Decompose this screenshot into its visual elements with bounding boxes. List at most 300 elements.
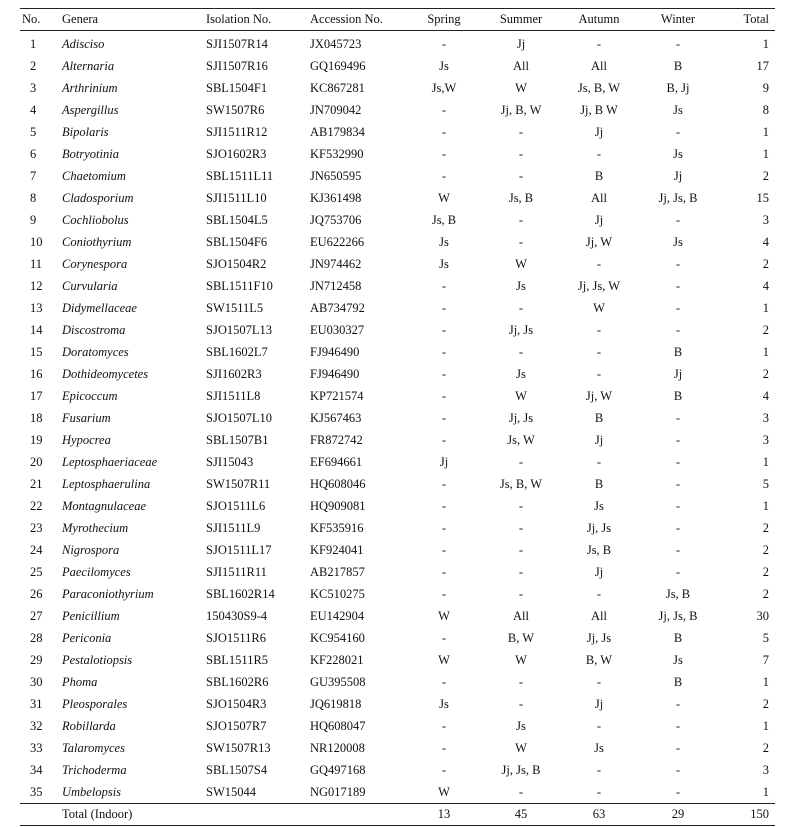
cell-winter: - bbox=[675, 212, 681, 227]
cell-autumn: B, W bbox=[585, 652, 613, 667]
cell-winter: B bbox=[673, 344, 683, 359]
table-row bbox=[20, 187, 775, 209]
header-genera: Genera bbox=[54, 9, 202, 31]
cell-isolation: SBL1504L5 bbox=[206, 212, 268, 227]
cell-isolation: SBL1511F10 bbox=[206, 278, 273, 293]
cell-autumn: Js bbox=[594, 740, 604, 755]
cell-no: 4 bbox=[30, 102, 37, 117]
cell-isolation: SBL1504F6 bbox=[206, 234, 268, 249]
cell-genus bbox=[54, 253, 202, 275]
table-row bbox=[20, 429, 775, 451]
genus-name: Montagnulaceae bbox=[62, 498, 147, 513]
cell-genus bbox=[54, 737, 202, 759]
cell-genus bbox=[54, 297, 202, 319]
cell-accession: KC954160 bbox=[310, 630, 365, 645]
cell-no: 33 bbox=[30, 740, 43, 755]
cell-no: 18 bbox=[30, 410, 43, 425]
cell-accession: KF532990 bbox=[310, 146, 364, 161]
footer-winter: 29 bbox=[634, 804, 722, 826]
cell-isolation: SJI15043 bbox=[206, 454, 254, 469]
cell-genus bbox=[54, 143, 202, 165]
cell-total: 4 bbox=[762, 234, 769, 249]
fungi-genera-table bbox=[20, 8, 775, 826]
table-row bbox=[20, 275, 775, 297]
header-no: No. bbox=[20, 9, 54, 31]
cell-autumn: Jj, Js, W bbox=[577, 278, 621, 293]
table-row bbox=[20, 363, 775, 385]
cell-summer: Jj, Js, B bbox=[501, 762, 541, 777]
cell-winter: Js bbox=[673, 102, 683, 117]
cell-winter: Js bbox=[673, 234, 683, 249]
cell-winter: Js bbox=[673, 146, 683, 161]
cell-no: 32 bbox=[30, 718, 43, 733]
cell-accession: GU395508 bbox=[310, 674, 366, 689]
cell-total: 15 bbox=[756, 190, 769, 205]
cell-genus bbox=[54, 231, 202, 253]
table-row bbox=[20, 143, 775, 165]
cell-no: 5 bbox=[30, 124, 37, 139]
cell-accession: EU622266 bbox=[310, 234, 365, 249]
table-row bbox=[20, 781, 775, 804]
cell-genus bbox=[54, 605, 202, 627]
cell-spring: - bbox=[441, 762, 447, 777]
cell-no: 14 bbox=[30, 322, 43, 337]
cell-winter: - bbox=[675, 322, 681, 337]
cell-total: 1 bbox=[762, 146, 769, 161]
cell-genus bbox=[54, 781, 202, 804]
cell-accession: JX045723 bbox=[310, 36, 362, 51]
cell-autumn: - bbox=[596, 146, 602, 161]
cell-genus bbox=[54, 319, 202, 341]
cell-genus bbox=[54, 407, 202, 429]
cell-autumn: B bbox=[594, 410, 604, 425]
cell-total: 2 bbox=[762, 322, 769, 337]
table-row bbox=[20, 561, 775, 583]
cell-genus bbox=[54, 627, 202, 649]
cell-autumn: All bbox=[591, 190, 607, 205]
cell-accession: KF924041 bbox=[310, 542, 364, 557]
cell-total: 5 bbox=[762, 476, 769, 491]
header-winter: Winter bbox=[634, 9, 722, 31]
cell-accession: AB734792 bbox=[310, 300, 365, 315]
cell-accession: JN974462 bbox=[310, 256, 362, 271]
cell-spring: - bbox=[441, 498, 447, 513]
cell-summer: Jj, Js bbox=[508, 322, 534, 337]
cell-total: 2 bbox=[762, 168, 769, 183]
cell-winter: B bbox=[673, 630, 683, 645]
cell-spring: W bbox=[438, 784, 450, 799]
cell-total: 3 bbox=[762, 762, 769, 777]
cell-summer: - bbox=[518, 146, 524, 161]
cell-spring: W bbox=[438, 190, 450, 205]
cell-summer: - bbox=[518, 586, 524, 601]
table-row bbox=[20, 671, 775, 693]
cell-total: 1 bbox=[762, 674, 769, 689]
cell-isolation: SBL1511R5 bbox=[206, 652, 269, 667]
cell-autumn: All bbox=[591, 58, 607, 73]
footer-summer: 45 bbox=[478, 804, 564, 826]
table-row bbox=[20, 77, 775, 99]
cell-genus bbox=[54, 31, 202, 56]
cell-autumn: B bbox=[594, 168, 604, 183]
cell-spring: - bbox=[441, 36, 447, 51]
table-row bbox=[20, 297, 775, 319]
cell-isolation: SJO1511R6 bbox=[206, 630, 266, 645]
header-isolation: Isolation No. bbox=[202, 9, 306, 31]
cell-isolation: SBL1602R14 bbox=[206, 586, 275, 601]
cell-no: 25 bbox=[30, 564, 43, 579]
cell-winter: - bbox=[675, 740, 681, 755]
genus-name: Pestalotiopsis bbox=[62, 652, 133, 667]
cell-autumn: All bbox=[591, 608, 607, 623]
cell-total: 1 bbox=[762, 36, 769, 51]
cell-summer: Jj, B, W bbox=[500, 102, 542, 117]
genus-name: Nigrospora bbox=[62, 542, 120, 557]
cell-no: 11 bbox=[30, 256, 43, 271]
cell-accession: FR872742 bbox=[310, 432, 363, 447]
cell-total: 7 bbox=[762, 652, 769, 667]
cell-winter: - bbox=[675, 564, 681, 579]
cell-isolation: SBL1511L11 bbox=[206, 168, 274, 183]
fungi-table-container bbox=[20, 8, 775, 826]
cell-genus bbox=[54, 55, 202, 77]
genus-name: Talaromyces bbox=[62, 740, 125, 755]
cell-spring: Js, B bbox=[431, 212, 457, 227]
cell-total: 1 bbox=[762, 784, 769, 799]
cell-accession: KF228021 bbox=[310, 652, 364, 667]
cell-no: 26 bbox=[30, 586, 43, 601]
cell-no: 2 bbox=[30, 58, 37, 73]
cell-autumn: Jj, Js bbox=[586, 630, 612, 645]
cell-accession: EF694661 bbox=[310, 454, 363, 469]
cell-genus bbox=[54, 671, 202, 693]
table-row bbox=[20, 121, 775, 143]
cell-winter: - bbox=[675, 410, 681, 425]
cell-summer: Js bbox=[516, 278, 526, 293]
cell-summer: Js, B, W bbox=[499, 476, 543, 491]
genus-name: Adisciso bbox=[62, 36, 105, 51]
genus-name: Leptosphaeriaceae bbox=[62, 454, 158, 469]
cell-autumn: Jj bbox=[594, 124, 604, 139]
genus-name: Curvularia bbox=[62, 278, 118, 293]
cell-no: 12 bbox=[30, 278, 43, 293]
cell-isolation: SJO1511L17 bbox=[206, 542, 272, 557]
cell-isolation: SJO1507R7 bbox=[206, 718, 267, 733]
cell-no: 15 bbox=[30, 344, 43, 359]
cell-winter: Jj, Js, B bbox=[658, 190, 698, 205]
cell-summer: W bbox=[515, 652, 527, 667]
cell-autumn: - bbox=[596, 762, 602, 777]
cell-autumn: - bbox=[596, 454, 602, 469]
cell-isolation: SJO1602R3 bbox=[206, 146, 267, 161]
table-row bbox=[20, 473, 775, 495]
cell-isolation: SBL1507B1 bbox=[206, 432, 269, 447]
cell-genus bbox=[54, 77, 202, 99]
table-row bbox=[20, 495, 775, 517]
cell-isolation: SJI1511L9 bbox=[206, 520, 261, 535]
genus-name: Fusarium bbox=[62, 410, 111, 425]
genus-name: Paecilomyces bbox=[62, 564, 131, 579]
cell-isolation: SW15044 bbox=[206, 784, 256, 799]
genus-name: Didymellaceae bbox=[62, 300, 137, 315]
cell-spring: - bbox=[441, 740, 447, 755]
cell-autumn: - bbox=[596, 256, 602, 271]
cell-isolation: SJO1504R3 bbox=[206, 696, 267, 711]
cell-spring: - bbox=[441, 718, 447, 733]
table-row bbox=[20, 737, 775, 759]
table-row bbox=[20, 693, 775, 715]
cell-no: 17 bbox=[30, 388, 43, 403]
cell-total: 3 bbox=[762, 212, 769, 227]
cell-accession: HQ909081 bbox=[310, 498, 366, 513]
cell-spring: - bbox=[441, 476, 447, 491]
cell-no: 6 bbox=[30, 146, 37, 161]
cell-autumn: Jj, Js bbox=[586, 520, 612, 535]
cell-total: 30 bbox=[756, 608, 769, 623]
cell-accession: NG017189 bbox=[310, 784, 366, 799]
cell-summer: Js bbox=[516, 366, 526, 381]
footer-row bbox=[20, 804, 775, 826]
genus-name: Leptosphaerulina bbox=[62, 476, 151, 491]
cell-no: 35 bbox=[30, 784, 43, 799]
cell-autumn: Jj bbox=[594, 432, 604, 447]
cell-no: 34 bbox=[30, 762, 43, 777]
genus-name: Doratomyces bbox=[62, 344, 129, 359]
cell-isolation: SJO1504R2 bbox=[206, 256, 267, 271]
cell-no: 19 bbox=[30, 432, 43, 447]
table-row bbox=[20, 649, 775, 671]
cell-autumn: - bbox=[596, 586, 602, 601]
cell-autumn: - bbox=[596, 366, 602, 381]
cell-isolation: SJI1507R14 bbox=[206, 36, 268, 51]
cell-genus bbox=[54, 429, 202, 451]
cell-isolation: SBL1602L7 bbox=[206, 344, 268, 359]
cell-no: 28 bbox=[30, 630, 43, 645]
header-summer: Summer bbox=[478, 9, 564, 31]
cell-winter: - bbox=[675, 542, 681, 557]
cell-total: 2 bbox=[762, 564, 769, 579]
cell-winter: - bbox=[675, 762, 681, 777]
genus-name: Coniothyrium bbox=[62, 234, 132, 249]
cell-accession: JQ619818 bbox=[310, 696, 362, 711]
cell-winter: - bbox=[675, 256, 681, 271]
table-row bbox=[20, 407, 775, 429]
header-row bbox=[20, 9, 775, 31]
cell-autumn: Jj bbox=[594, 564, 604, 579]
cell-genus bbox=[54, 473, 202, 495]
cell-winter: B bbox=[673, 388, 683, 403]
cell-accession: AB217857 bbox=[310, 564, 365, 579]
table-row bbox=[20, 165, 775, 187]
cell-winter: - bbox=[675, 784, 681, 799]
cell-accession: JN709042 bbox=[310, 102, 362, 117]
cell-autumn: Js, B bbox=[586, 542, 612, 557]
cell-genus bbox=[54, 495, 202, 517]
cell-spring: - bbox=[441, 542, 447, 557]
table-body bbox=[20, 31, 775, 804]
cell-autumn: - bbox=[596, 36, 602, 51]
cell-summer: W bbox=[515, 740, 527, 755]
cell-genus bbox=[54, 539, 202, 561]
cell-spring: - bbox=[441, 278, 447, 293]
table-row bbox=[20, 385, 775, 407]
cell-no: 7 bbox=[30, 168, 37, 183]
cell-winter: Js bbox=[673, 652, 683, 667]
table-row bbox=[20, 605, 775, 627]
genus-name: Aspergillus bbox=[62, 102, 119, 117]
cell-summer: - bbox=[518, 784, 524, 799]
cell-spring: - bbox=[441, 674, 447, 689]
table-row bbox=[20, 517, 775, 539]
cell-autumn: Js, B, W bbox=[577, 80, 621, 95]
cell-total: 17 bbox=[756, 58, 769, 73]
table-row bbox=[20, 583, 775, 605]
cell-spring: W bbox=[438, 652, 450, 667]
cell-no: 8 bbox=[30, 190, 37, 205]
cell-total: 1 bbox=[762, 300, 769, 315]
cell-summer: - bbox=[518, 564, 524, 579]
genus-name: Phoma bbox=[62, 674, 98, 689]
genus-name: Corynespora bbox=[62, 256, 128, 271]
cell-isolation: SJI1511R12 bbox=[206, 124, 268, 139]
cell-spring: Js bbox=[439, 696, 449, 711]
cell-genus bbox=[54, 187, 202, 209]
cell-isolation: 150430S9-4 bbox=[206, 608, 268, 623]
cell-isolation: SJI1511L8 bbox=[206, 388, 261, 403]
genus-name: Bipolaris bbox=[62, 124, 109, 139]
cell-summer: - bbox=[518, 212, 524, 227]
cell-genus bbox=[54, 693, 202, 715]
cell-spring: Jj bbox=[439, 454, 449, 469]
cell-summer: W bbox=[515, 80, 527, 95]
cell-genus bbox=[54, 451, 202, 473]
cell-winter: - bbox=[675, 696, 681, 711]
cell-total: 2 bbox=[762, 366, 769, 381]
cell-winter: - bbox=[675, 278, 681, 293]
cell-winter: - bbox=[675, 520, 681, 535]
cell-accession: KJ567463 bbox=[310, 410, 362, 425]
cell-genus bbox=[54, 99, 202, 121]
cell-accession: GQ169496 bbox=[310, 58, 366, 73]
cell-summer: All bbox=[513, 608, 529, 623]
genus-name: Periconia bbox=[62, 630, 112, 645]
footer-label: Total (Indoor) bbox=[20, 804, 410, 826]
cell-winter: - bbox=[675, 498, 681, 513]
genus-name: Epicoccum bbox=[62, 388, 118, 403]
table-row bbox=[20, 209, 775, 231]
genus-name: Discostroma bbox=[62, 322, 126, 337]
cell-spring: - bbox=[441, 322, 447, 337]
cell-autumn: - bbox=[596, 322, 602, 337]
cell-summer: - bbox=[518, 454, 524, 469]
cell-total: 2 bbox=[762, 696, 769, 711]
cell-accession: KC510275 bbox=[310, 586, 365, 601]
cell-winter: - bbox=[675, 36, 681, 51]
cell-isolation: SBL1504F1 bbox=[206, 80, 268, 95]
genus-name: Myrothecium bbox=[62, 520, 129, 535]
cell-genus bbox=[54, 561, 202, 583]
cell-summer: W bbox=[515, 256, 527, 271]
cell-spring: Js bbox=[439, 234, 449, 249]
cell-total: 9 bbox=[762, 80, 769, 95]
cell-spring: - bbox=[441, 630, 447, 645]
cell-summer: Js, W bbox=[507, 432, 535, 447]
cell-accession: KJ361498 bbox=[310, 190, 362, 205]
cell-summer: - bbox=[518, 124, 524, 139]
cell-genus bbox=[54, 209, 202, 231]
cell-total: 1 bbox=[762, 454, 769, 469]
cell-no: 21 bbox=[30, 476, 43, 491]
cell-isolation: SJO1511L6 bbox=[206, 498, 266, 513]
cell-accession: KC867281 bbox=[310, 80, 365, 95]
header-spring: Spring bbox=[410, 9, 478, 31]
cell-no: 1 bbox=[30, 36, 37, 51]
genus-name: Hypocrea bbox=[62, 432, 111, 447]
cell-total: 8 bbox=[762, 102, 769, 117]
cell-genus bbox=[54, 583, 202, 605]
cell-isolation: SJO1507L10 bbox=[206, 410, 272, 425]
cell-summer: - bbox=[518, 542, 524, 557]
cell-spring: - bbox=[441, 586, 447, 601]
table-row bbox=[20, 627, 775, 649]
cell-summer: Jj bbox=[516, 36, 526, 51]
cell-no: 31 bbox=[30, 696, 43, 711]
cell-autumn: Jj bbox=[594, 696, 604, 711]
cell-spring: W bbox=[438, 608, 450, 623]
genus-name: Cochliobolus bbox=[62, 212, 129, 227]
cell-total: 3 bbox=[762, 410, 769, 425]
cell-isolation: SW1507R11 bbox=[206, 476, 271, 491]
cell-winter: - bbox=[675, 124, 681, 139]
cell-spring: - bbox=[441, 146, 447, 161]
cell-total: 1 bbox=[762, 498, 769, 513]
cell-summer: - bbox=[518, 300, 524, 315]
table-row bbox=[20, 341, 775, 363]
table-row bbox=[20, 55, 775, 77]
cell-accession: FJ946490 bbox=[310, 344, 360, 359]
cell-winter: B bbox=[673, 674, 683, 689]
cell-summer: - bbox=[518, 498, 524, 513]
cell-total: 1 bbox=[762, 718, 769, 733]
genus-name: Umbelopsis bbox=[62, 784, 122, 799]
table-row bbox=[20, 231, 775, 253]
cell-genus bbox=[54, 385, 202, 407]
cell-no: 29 bbox=[30, 652, 43, 667]
cell-total: 2 bbox=[762, 586, 769, 601]
cell-spring: - bbox=[441, 300, 447, 315]
cell-spring: - bbox=[441, 366, 447, 381]
cell-accession: JN650595 bbox=[310, 168, 362, 183]
cell-accession: GQ497168 bbox=[310, 762, 366, 777]
table-row bbox=[20, 319, 775, 341]
cell-accession: EU142904 bbox=[310, 608, 365, 623]
cell-no: 23 bbox=[30, 520, 43, 535]
cell-spring: - bbox=[441, 124, 447, 139]
cell-total: 4 bbox=[762, 388, 769, 403]
footer-autumn: 63 bbox=[564, 804, 634, 826]
cell-isolation: SJO1507L13 bbox=[206, 322, 272, 337]
cell-spring: - bbox=[441, 168, 447, 183]
header-accession: Accession No. bbox=[306, 9, 410, 31]
cell-isolation: SJI1511L10 bbox=[206, 190, 267, 205]
genus-name: Penicillium bbox=[62, 608, 120, 623]
table-row bbox=[20, 31, 775, 56]
cell-summer: - bbox=[518, 674, 524, 689]
cell-genus bbox=[54, 165, 202, 187]
cell-autumn: - bbox=[596, 344, 602, 359]
cell-no: 30 bbox=[30, 674, 43, 689]
cell-summer: Jj, Js bbox=[508, 410, 534, 425]
